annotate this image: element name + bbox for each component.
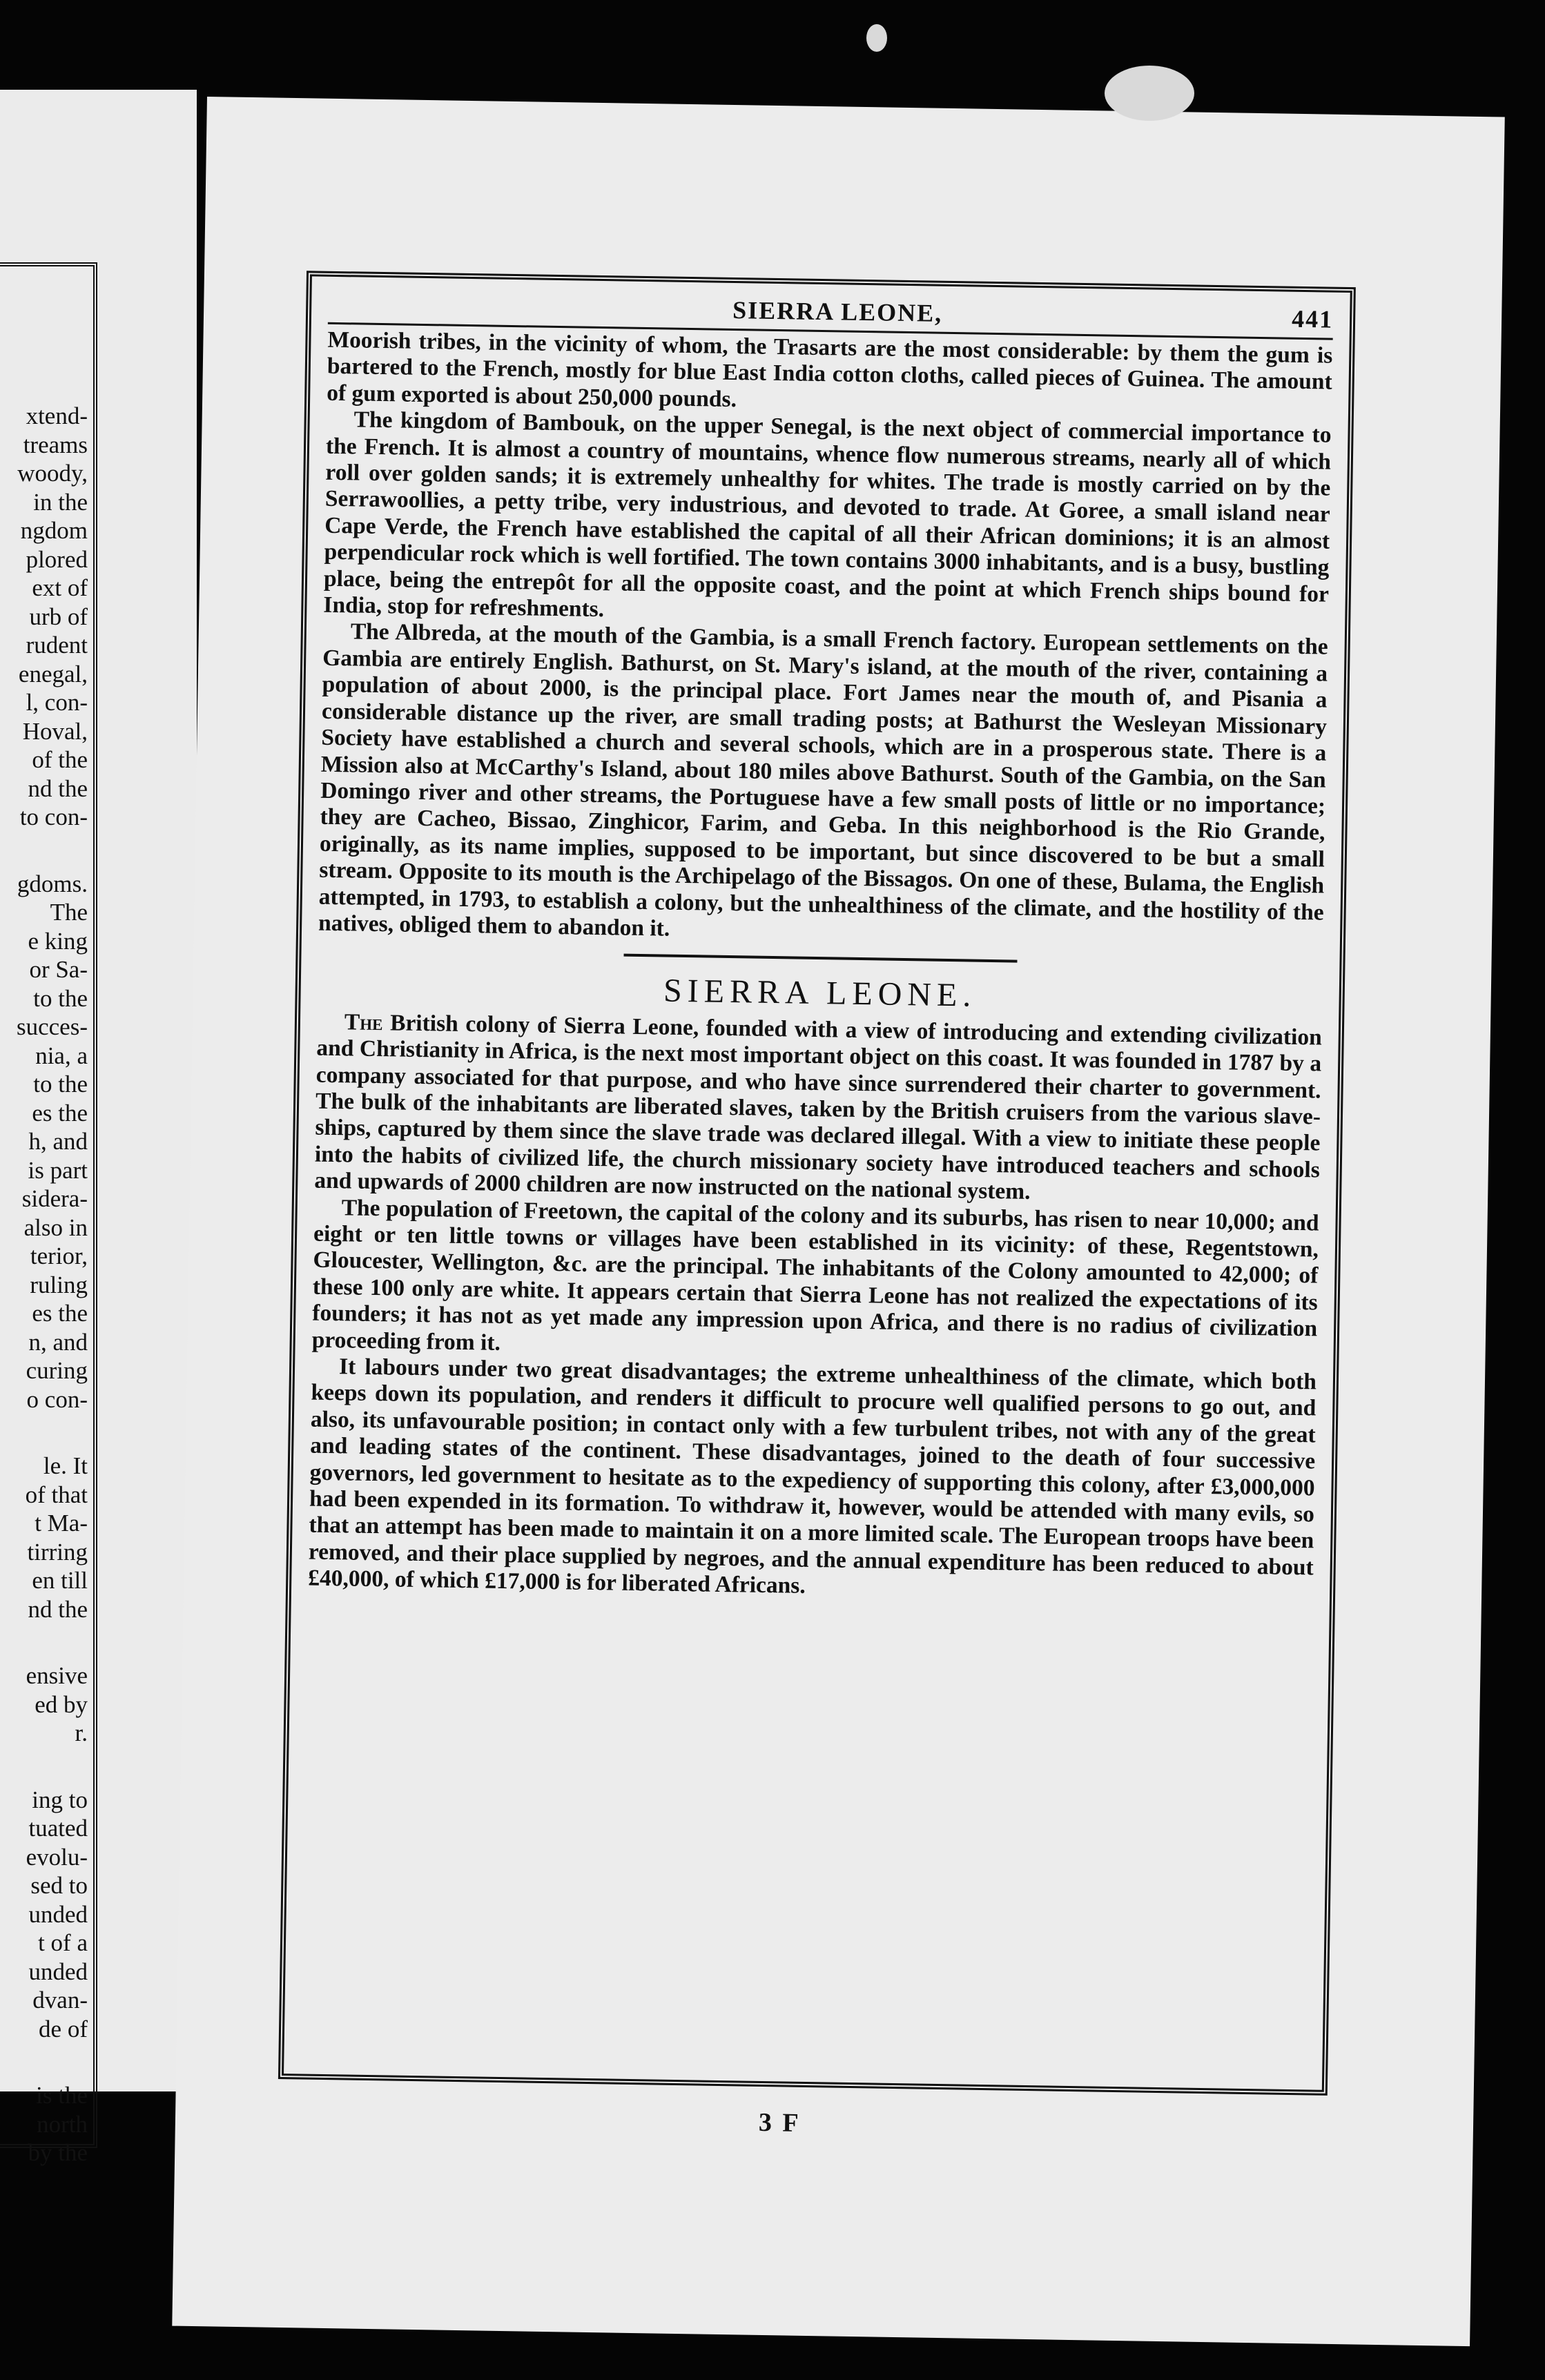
left-page-line: ruling	[30, 1271, 88, 1298]
left-page-line: t Ma-	[35, 1510, 88, 1537]
paragraph-gap	[0, 1748, 88, 1786]
left-page-line: h, and	[28, 1128, 88, 1155]
paragraph: It labours under two great disadvantages; the extreme unhealthiness of the climate, which both keeps down its population, and renders it difficult to procure well qualified persons to go out, and also, its unfavourable position; in contact only with a few turbulent tribes, not with any of the great and leading states of the continent. These disadvantages, joined to the death of four successive governors, led government to hesitate as to the expediency of supporting this colony, after £3,000,000 had been expended in its formation. To withdraw it, however, would be attended with many evils, so that an attempt has been made to maintain it on a more limited scale. The European troops have been removed, and their place supplied by negroes, and the annual expenditure has been reduced to about £40,000, of which £17,000 is for liberated Africans.	[308, 1354, 1317, 1599]
running-title: SIERRA LEONE,	[732, 295, 943, 327]
left-page-line: o con-	[26, 1385, 88, 1413]
left-page-line: urb of	[29, 603, 88, 630]
left-page-line: le. It	[43, 1452, 88, 1479]
left-page-line: dvan-	[32, 1987, 88, 2013]
body-text	[308, 327, 1333, 1608]
left-page-line: enegal,	[18, 660, 88, 687]
left-page-line: to the	[33, 1071, 88, 1098]
left-page-line: to the	[33, 984, 88, 1012]
left-page-line: sed to	[30, 1872, 88, 1899]
left-page-line: to con-	[19, 803, 88, 830]
left-page-line: ext of	[32, 574, 88, 601]
left-page-line: or Sa-	[29, 956, 88, 983]
signature-mark: 3 F	[758, 2107, 801, 2138]
left-page-line: nd the	[28, 774, 88, 802]
paragraph-text: British colony of Sierra Leone, founded with a view of introducing and extending civilization and Christianity in Africa, is the next most important object on this coast. It was founded in 1787 by a company associated for that purpose, and who have since surrendered their charter to government. The bulk of the inhabitants are liberated slaves, taken by the British cruisers from the various slave-ships, captured by them since the slave trade was declared illegal. With a view to initiate these people into the habits of civilized life, the church missionary society have introduced teachers and schools and upwards of 2000 children are now instructed on the national system.	[314, 1009, 1323, 1205]
left-page-line: of that	[25, 1481, 88, 1508]
paragraph	[314, 1008, 1322, 1210]
left-page-line: is part	[28, 1156, 88, 1184]
scan-blemish	[1105, 66, 1194, 121]
paragraph-gap	[0, 832, 88, 870]
left-page-line: woody,	[17, 460, 88, 487]
left-page	[0, 90, 197, 2166]
paragraph: The Albreda, at the mouth of the Gambia, is a small French factory. European settlements on the Gambia are entirely English. Bathurst, on St. Mary's island, at the mouth of the river, containing a population of about 2000, is the principal place. Fort James near the mouth of, and Pisania a considerable distance up the river, are small trading posts; at Bathurst the Wesleyan Missionary Society have established a church and several schools, which are in a prosperous state. There is a Mission also at McCarthy's Island, about 180 miles above Bathurst. South of the Gambia, on the San Domingo river and other streams, the Portuguese have a few small posts of little or no importance; they are Cacheo, Bissao, Zinghicor, Farim, and Geba. In this neighborhood is the Rio Grande, originally, as its name implies, supposed to be important, but since discovered to be but a small stream. Opposite to its mouth is the Archipelago of the Bissagos. On one of these, Bulama, the English attempted, in 1793, to establish a colony, but the unhealthiness of the climate, and the hostility of the natives, obliged them to abandon it.	[318, 618, 1328, 942]
left-page-line: is the	[36, 2082, 88, 2109]
section-divider	[624, 954, 1018, 963]
left-page-line: also in	[23, 1213, 88, 1241]
left-page-line: plored	[26, 545, 88, 573]
page-number: 441	[1291, 304, 1334, 333]
left-page-line: gdoms.	[17, 870, 88, 897]
paragraph: The population of Freetown, the capital of the colony and its suburbs, has risen to near 10,000; and eight or ten little towns or villages have been established in its vicinity: of these, Regentstown, Gloucester, Wellington, &c. are the principal. The inhabitants of the Colony amounted to 42,000; of these 100 only are white. It appears certain that Sierra Leone has not realized the expectations of its founders; it has not as yet made any impression upon Africa, and there is no radius of civilization proceeding from it.	[311, 1194, 1319, 1356]
left-page-line: e king	[28, 927, 88, 955]
left-page-line: terior,	[30, 1242, 88, 1269]
paragraph-gap	[0, 2043, 88, 2081]
left-page-line: The	[50, 899, 88, 926]
left-page-line: nd the	[28, 1595, 88, 1623]
left-page-line: es the	[32, 1099, 88, 1126]
left-page-line: unded	[28, 1958, 88, 1985]
paragraph: The kingdom of Bambouk, on the upper Senegal, is the next object of commercial importance to the French. It is almost a country of mountains, whence flow numerous streams, nearly all of which roll over golden sands; it is extremely unhealthy for whites. The trade is mostly carried on by the Serrawoollies, a petty tribe, very industrious, and devoted to trade. At Goree, a small island near Cape Verde, the French have established the capital of all their African dominions; it is an almost perpendicular rock which is well fortified. The town contains 3000 inhabitants, and is a busy, bustling place, being the entrepôt for all the opposite coast, and the point at which French ships bound for India, stop for refreshments.	[323, 407, 1332, 623]
left-page-line: evolu-	[26, 1843, 88, 1871]
left-page-line: n, and	[28, 1328, 88, 1356]
left-page-line: es the	[32, 1300, 88, 1327]
section-heading: SIERRA LEONE.	[663, 972, 977, 1015]
left-page-line: unded	[28, 1900, 88, 1928]
left-page-line: ing to	[32, 1786, 88, 1813]
left-page-line: xtend-	[26, 402, 88, 429]
left-page-line: succes-	[16, 1013, 88, 1040]
left-page-line: nia, a	[35, 1042, 88, 1069]
left-page-line: in the	[33, 488, 88, 516]
page-frame	[278, 271, 1356, 2096]
left-page-line: Hoval,	[22, 717, 88, 745]
left-page-line: by the	[28, 2139, 88, 2166]
left-page-line: ngdom	[20, 517, 88, 544]
left-page-line: north	[37, 2110, 88, 2138]
paragraph: Moorish tribes, in the vicinity of whom, the Trasarts are the most considerable: by them the gum is bartered to the French, mostly for blue East India cotton cloths, called pieces of Guinea. The amount of gum exported is about 250,000 pounds.	[326, 326, 1333, 412]
left-page-line: curing	[26, 1357, 88, 1384]
left-page-line: rudent	[26, 632, 88, 659]
left-page-line: de of	[39, 2015, 88, 2042]
left-page-line: ed by	[35, 1690, 88, 1718]
left-page-line: en till	[32, 1567, 88, 1594]
left-page-line: r.	[75, 1719, 88, 1746]
left-page-text	[0, 266, 93, 2167]
left-page-line: sidera-	[21, 1185, 88, 1212]
dropcap-word: The	[344, 1009, 383, 1035]
left-page-line: treams	[23, 431, 88, 458]
left-page-line: t of a	[38, 1929, 88, 1956]
left-page-line: l, con-	[26, 689, 88, 716]
left-page-frame	[0, 262, 97, 2166]
right-page	[172, 97, 1505, 2346]
left-page-line: of the	[32, 746, 88, 773]
left-page-line: tuated	[28, 1815, 88, 1842]
left-page-line: ensive	[26, 1662, 88, 1689]
left-page-line: tirring	[27, 1538, 88, 1565]
paragraph-gap	[0, 1623, 88, 1661]
paragraph-gap	[0, 1414, 88, 1452]
scan-blemish	[866, 24, 887, 52]
